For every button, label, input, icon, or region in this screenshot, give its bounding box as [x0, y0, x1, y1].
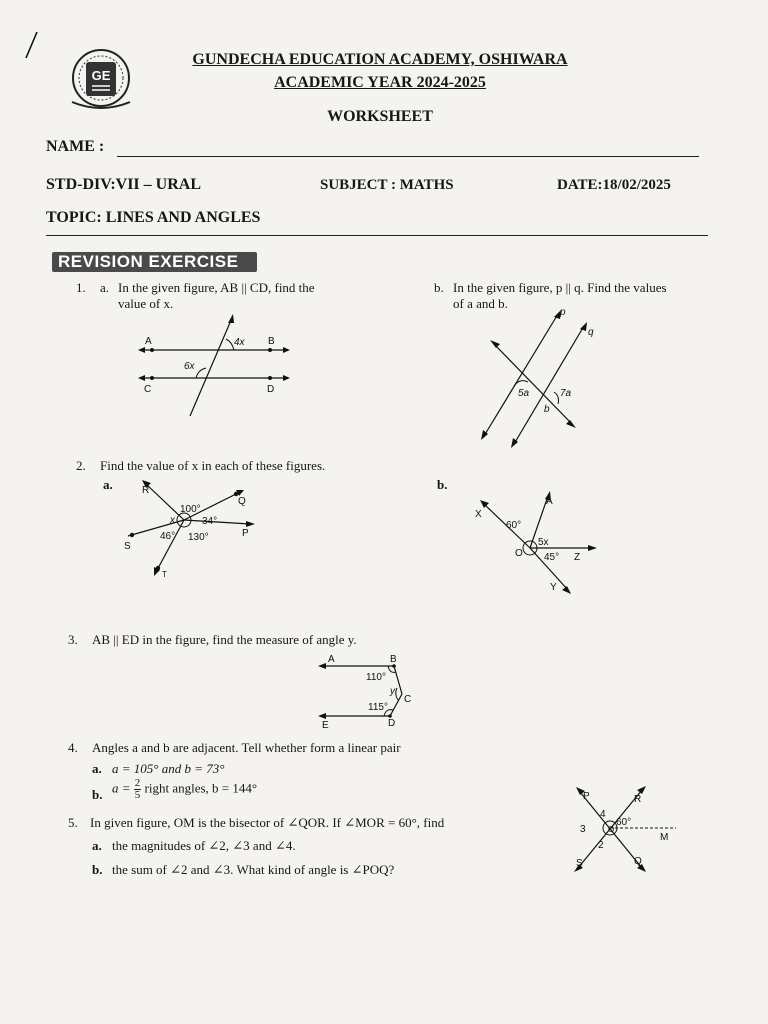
q4-text: Angles a and b are adjacent. Tell whether form a linear pair	[92, 740, 401, 755]
fig2b-label-z: Z	[574, 552, 581, 563]
fig3-angle-115: 115°	[368, 702, 388, 713]
q4b-expression	[112, 778, 257, 801]
q4-number: 4.	[68, 740, 78, 755]
fig1b-angle-5a: 5a	[518, 388, 530, 399]
fig2a-label-s: S	[124, 541, 131, 552]
q4b-label: b.	[92, 787, 103, 802]
fig2a-var-x: x	[170, 515, 175, 526]
fig2b-label-x: X	[475, 509, 482, 520]
fig2a-angle-130: 130°	[188, 532, 209, 543]
fig5-label-s: S	[576, 858, 583, 869]
figure-3	[310, 650, 420, 734]
fig1b-angle-7a: 7a	[560, 388, 572, 399]
fig2b-angle-45: 45°	[544, 552, 560, 563]
fig3-label-d: D	[388, 718, 396, 729]
q1-number: 1.	[76, 280, 86, 295]
fig5-num-4: 4	[600, 809, 606, 820]
figure-5	[570, 782, 682, 876]
std-div: STD-DIV:VII – URAL	[46, 176, 201, 193]
q5-number: 5.	[68, 815, 78, 830]
fig2a-label-t: T	[162, 570, 167, 579]
topic: TOPIC: LINES AND ANGLES	[46, 209, 261, 226]
fig2a-label-q: Q	[238, 496, 246, 507]
q4b-fraction-numerator: 2	[134, 777, 141, 789]
fig3-angle-y: y	[390, 686, 395, 697]
fig5-label-o: O	[608, 825, 615, 834]
fig5-num-3: 3	[580, 824, 586, 835]
q4a-text: a = 105° and b = 73°	[112, 761, 225, 776]
q2a-label: a.	[103, 477, 113, 492]
q2-text: Find the value of x in each of these figures.	[100, 458, 326, 473]
q1a-text-2: value of x.	[118, 296, 174, 311]
q4b-suffix: right angles, b = 144°	[144, 780, 258, 796]
fig5-label-p: P	[583, 791, 590, 802]
q5b-label: b.	[92, 862, 103, 877]
q5b-text: the sum of ∠2 and ∠3. What kind of angle is ∠POQ?	[112, 862, 395, 877]
q4b-fraction	[134, 778, 142, 801]
fig3-label-a: A	[328, 654, 335, 665]
fig1b-label-q: q	[588, 327, 594, 338]
q1b-label: b.	[434, 280, 444, 295]
fig3-label-b: B	[390, 654, 397, 665]
fig5-num-2: 2	[598, 840, 604, 851]
fig1a-angle-6x: 6x	[184, 361, 195, 372]
fig1b-angle-b: b	[544, 404, 550, 415]
fig2a-angle-100: 100°	[180, 504, 201, 515]
q3-text: AB || ED in the figure, find the measure of angle y.	[92, 632, 357, 647]
fig2a-label-r: R	[142, 485, 150, 496]
fig2a-label-p: P	[242, 528, 249, 539]
section-banner	[52, 252, 257, 272]
section-title: REVISION EXERCISE	[58, 252, 239, 271]
q4b-fraction-denominator: 5	[134, 789, 141, 801]
fig5-angle-60: 60°	[616, 817, 632, 828]
fig1a-label-d: D	[267, 384, 275, 395]
q2-number: 2.	[76, 458, 86, 473]
fig2b-label-a: A	[546, 496, 553, 507]
q5-text: In given figure, OM is the bisector of ∠QOR. If ∠MOR = 60°, find	[90, 815, 445, 830]
fig1a-label-c: C	[144, 384, 152, 395]
fig1a-label-a: A	[145, 336, 152, 347]
fig2a-angle-46: 46°	[160, 531, 176, 542]
fig2b-angle-5x: 5x	[538, 537, 549, 548]
name-line	[117, 156, 699, 157]
fig2b-label-y: Y	[550, 582, 557, 593]
q1b-text-2: of a and b.	[453, 296, 508, 311]
figure-2b	[470, 486, 606, 598]
subject: SUBJECT : MATHS	[320, 177, 454, 193]
fig1a-angle-4x: 4x	[234, 337, 245, 348]
q1a-label: a.	[100, 280, 110, 295]
q1b-text-1: In the given figure, p || q. Find the values	[453, 280, 667, 295]
fig1b-label-p: p	[560, 307, 566, 318]
figure-1b	[476, 308, 606, 444]
academic-year: ACADEMIC YEAR 2024-2025	[274, 74, 486, 91]
fig3-label-c: C	[404, 694, 412, 705]
fig2a-angle-34: 34°	[202, 516, 218, 527]
q4b-prefix: a =	[112, 780, 131, 796]
fig5-label-m: M	[660, 832, 669, 843]
fig5-label-r: R	[634, 794, 642, 805]
q1a-text-1: In the given figure, AB || CD, find the	[118, 280, 315, 295]
header-divider	[46, 235, 708, 236]
fig3-angle-110: 110°	[366, 672, 386, 683]
school-name: GUNDECHA EDUCATION ACADEMY, OSHIWARA	[192, 51, 568, 68]
margin-mark	[22, 30, 42, 62]
fig3-label-e: E	[322, 720, 329, 731]
figure-2a	[118, 476, 268, 580]
date: DATE:18/02/2025	[557, 177, 671, 193]
q2b-label: b.	[437, 477, 448, 492]
worksheet-title: WORKSHEET	[327, 108, 433, 125]
fig5-label-q: Q	[634, 856, 642, 867]
q5a-text: the magnitudes of ∠2, ∠3 and ∠4.	[112, 838, 296, 853]
name-label: NAME :	[46, 138, 105, 155]
q3-number: 3.	[68, 632, 78, 647]
fig2b-label-o: O	[515, 548, 523, 559]
school-logo	[64, 46, 138, 114]
q4a-label: a.	[92, 761, 102, 776]
fig1a-label-b: B	[268, 336, 275, 347]
svg-text:GE: GE	[91, 68, 111, 83]
figure-1a	[130, 310, 300, 422]
fig2b-angle-60: 60°	[506, 520, 522, 531]
q5a-label: a.	[92, 838, 102, 853]
